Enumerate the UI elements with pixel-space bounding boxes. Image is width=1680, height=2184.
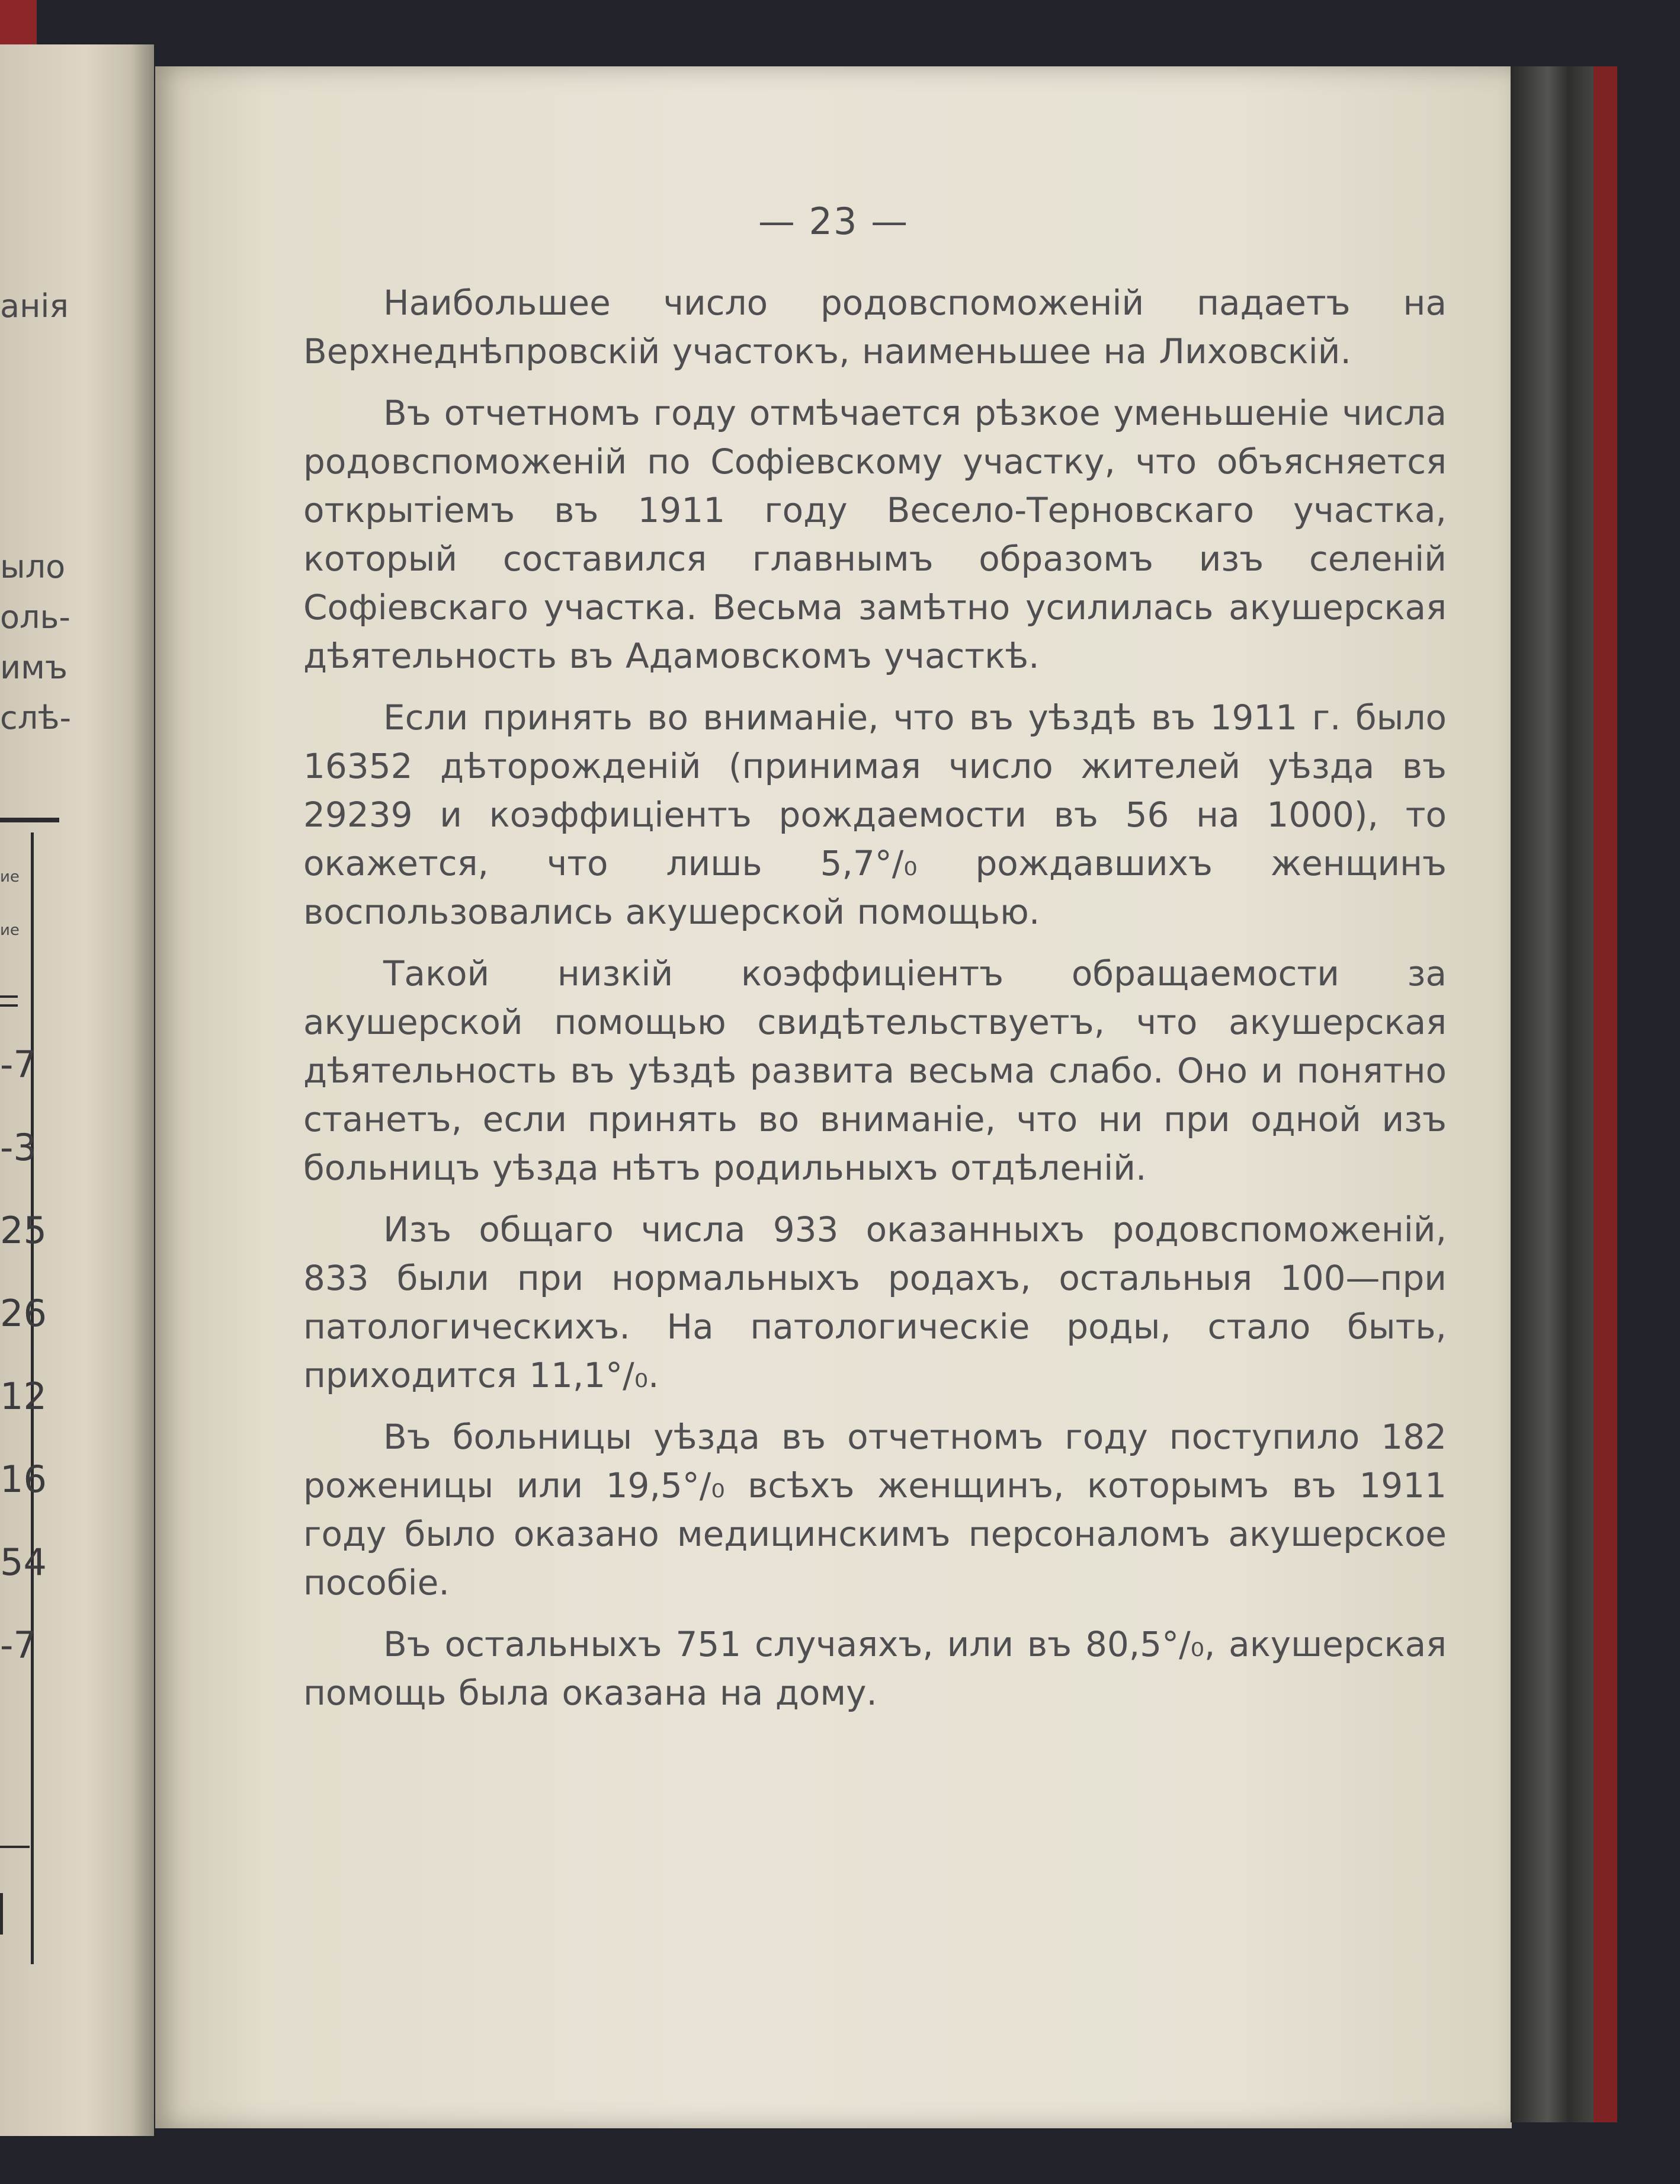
right-cover-edge xyxy=(1594,66,1617,2122)
left-page-word: анія xyxy=(0,287,69,325)
paragraph: Наибольшее число родовспоможеній падаетъ на Верхнеднѣпровскій участокъ, наименьшее на Лиховскій. xyxy=(303,283,1447,372)
table-value: -3 xyxy=(0,1126,37,1169)
table-rule xyxy=(0,1893,3,1935)
paragraph: Въ больницы уѣзда въ отчетномъ году поступило 182 роженицы или 19,5°/₀ всѣхъ женщинъ, которымъ въ 1911 году было оказано медицинскимъ персоналомъ акушерское пособіе. xyxy=(303,1417,1447,1603)
left-page-word: ыло xyxy=(0,548,66,585)
table-rule xyxy=(0,1004,18,1007)
table-value: -7 xyxy=(0,1623,37,1667)
table-top-rule xyxy=(0,818,59,822)
book-page xyxy=(155,66,1512,2128)
table-value: 26 xyxy=(0,1292,47,1335)
page-number: — 23 — xyxy=(758,200,909,243)
paragraph: Въ остальныхъ 751 случаяхъ, или въ 80,5°/₀, акушерская помощь была оказана на дому. xyxy=(303,1624,1447,1713)
table-value: 54 xyxy=(0,1541,47,1584)
paragraph: Если принять во вниманіе, что въ уѣздѣ въ 1911 г. было 16352 дѣторожденій (принимая число жителей уѣзда въ 29239 и коэффиціентъ рождаемости въ 56 на 1000), то окажется, что лишь 5,7°/₀ рождавшихъ женщинъ воспользовались акушерской помощью. xyxy=(303,697,1447,932)
table-value: 16 xyxy=(0,1458,47,1501)
page-block-edge xyxy=(1511,66,1594,2122)
left-page-word: имъ xyxy=(0,649,68,686)
body-text xyxy=(303,278,1447,1730)
table-header-fragment: ие xyxy=(0,868,20,886)
table-value: 25 xyxy=(0,1209,47,1252)
table-value: 12 xyxy=(0,1375,47,1418)
paragraph: Въ отчетномъ году отмѣчается рѣзкое уменьшеніе числа родовспоможеній по Софіевскому участку, что объясняется открытіемъ въ 1911 году Весело-Терновскаго участка, который составился главнымъ образомъ изъ селеній Софіевскаго участка. Весьма замѣтно усилилась акушерская дѣятельность въ Адамовскомъ участкѣ. xyxy=(303,393,1447,676)
previous-page-fragment xyxy=(0,44,154,2136)
paragraph: Изъ общаго числа 933 оказанныхъ родовспоможеній, 833 были при нормальныхъ родахъ, остальныя 100—при патологическихъ. На патологическіе роды, стало быть, приходится 11,1°/₀. xyxy=(303,1209,1447,1395)
left-page-word: оль- xyxy=(0,598,70,636)
table-bottom-rule xyxy=(0,1846,30,1848)
table-rule xyxy=(0,995,18,998)
table-value: -7 xyxy=(0,1043,37,1086)
left-page-word: слѣ- xyxy=(0,699,71,736)
table-header-fragment: ие xyxy=(0,921,20,939)
paragraph: Такой низкій коэффиціентъ обращаемости за акушерской помощью свидѣтельствуетъ, что акушерская дѣятельность въ уѣздѣ развита весьма слабо. Оно и понятно станетъ, если принять во вниманіе, что ни при одной изъ больницъ уѣзда нѣтъ родильныхъ отдѣленій. xyxy=(303,953,1447,1188)
